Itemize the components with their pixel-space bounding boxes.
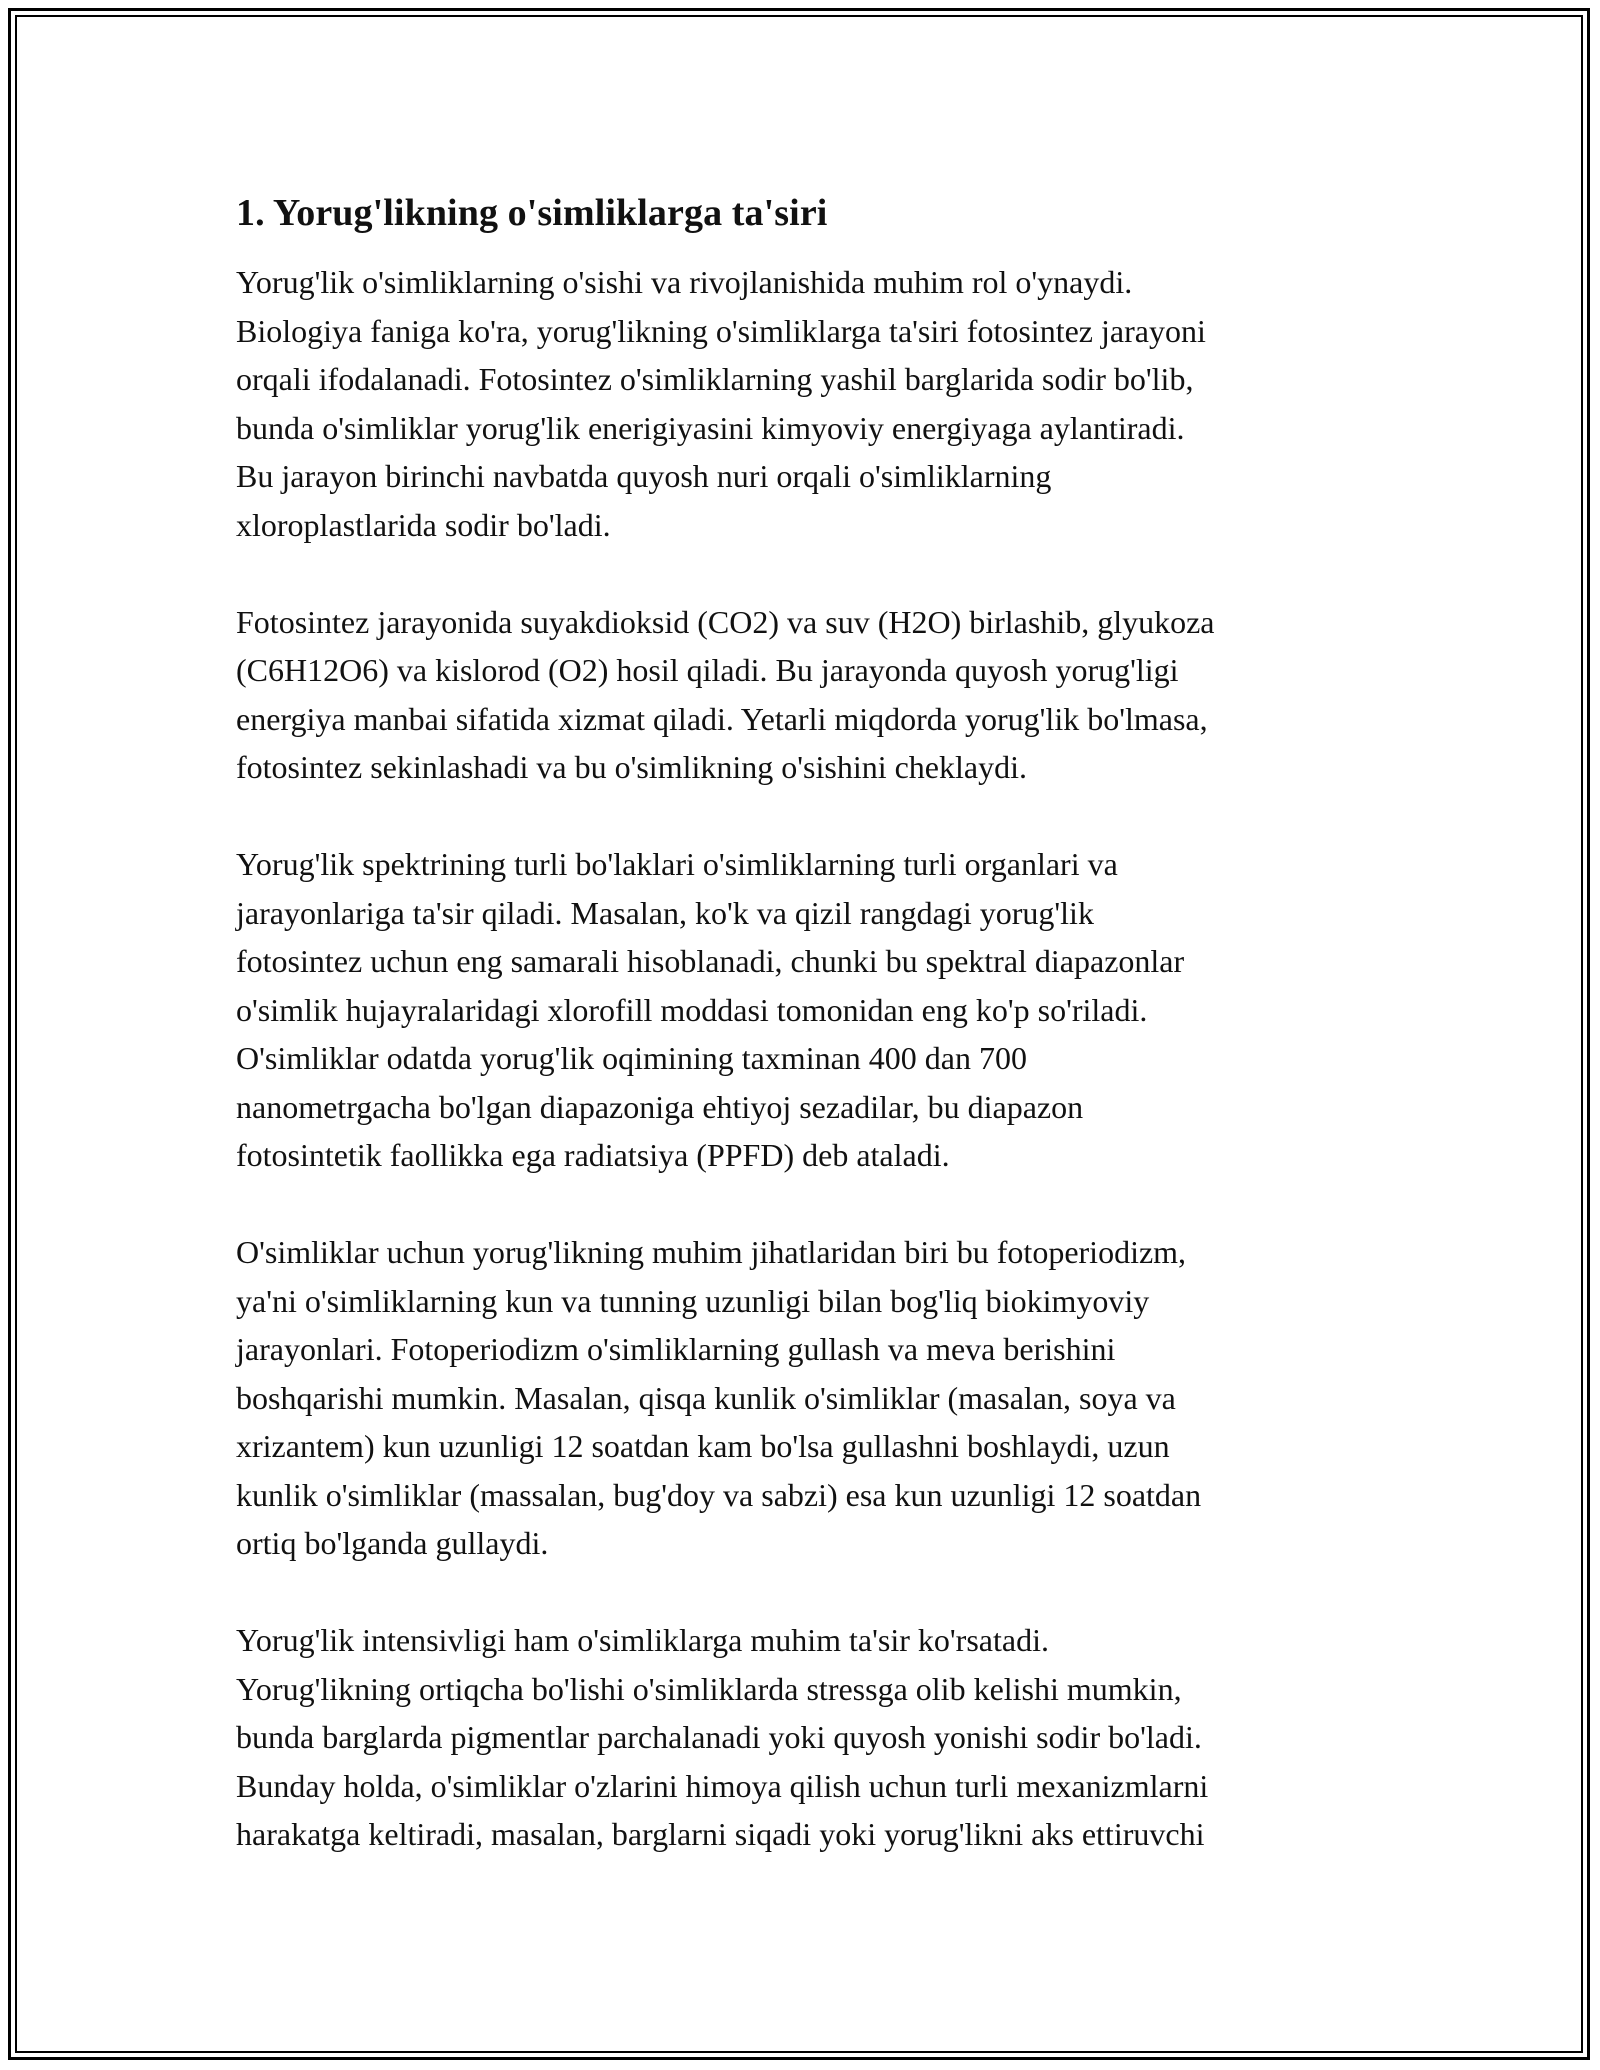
- section-heading: 1. Yorug'likning o'simliklarga ta'siri: [236, 192, 828, 234]
- document-body: [236, 188, 1376, 1907]
- paragraph-light-spectrum: Yorug'lik spektrining turli bo'laklari o'simliklarning turli organlari va jarayonlariga ta'sir qiladi. Masalan, ko'k va qizil rangdagi yorug'lik fotosintez uchun eng samarali hisoblanadi, chunki bu spektral diapazonlar o'simlik hujayralaridagi xlorofill moddasi tomonidan eng ko'p so'riladi. O'simliklar odatda yorug'lik oqimining taxminan 400 dan 700 nanometrgacha bo'lgan diapazoniga ehtiyoj sezadilar, bu diapazon fotosintetik faollikka ega radiatsiya (PPFD) deb ataladi.: [236, 846, 1185, 1173]
- paragraph-light-intensity: Yorug'lik intensivligi ham o'simliklarga muhim ta'sir ko'rsatadi. Yorug'likning ortiqcha bo'lishi o'simliklarda stressga olib kelishi mumkin, bunda barglarda pigmentlar parchalanadi yoki quyosh yonishi sodir bo'ladi. Bunday holda, o'simliklar o'zlarini himoya qilish uchun turli mexanizmlarni harakatga keltiradi, masalan, barglarni siqadi yoki yorug'likni aks ettiruvchi: [236, 1622, 1209, 1852]
- paragraph-photosynthesis-process: Fotosintez jarayonida suyakdioksid (CO2) va suv (H2O) birlashib, glyukoza (C6H12O6) va kislorod (O2) hosil qiladi. Bu jarayonda quyosh yorug'ligi energiya manbai sifatida xizmat qiladi. Yetarli miqdorda yorug'lik bo'lmasa, fotosintez sekinlashadi va bu o'simlikning o'sishini cheklaydi.: [236, 603, 1215, 785]
- paragraph-photoperiodism: O'simliklar uchun yorug'likning muhim jihatlaridan biri bu fotoperiodizm, ya'ni o'simliklarning kun va tunning uzunligi bilan bog'liq biokimyoviy jarayonlari. Fotoperiodizm o'simliklarning gullash va meva berishini boshqarishi mumkin. Masalan, qisqa kunlik o'simliklar (masalan, soya va xrizantem) kun uzunligi 12 soatdan kam bo'lsa gullashni boshlaydi, uzun kunlik o'simliklar (massalan, bug'doy va sabzi) esa kun uzunligi 12 soatdan ortiq bo'lganda gullaydi.: [236, 1234, 1202, 1561]
- paragraph-photosynthesis-intro: Yorug'lik o'simliklarning o'sishi va rivojlanishida muhim rol o'ynaydi. Biologiya faniga ko'ra, yorug'likning o'simliklarga ta'siri fotosintez jarayoni orqali ifodalanadi. Fotosintez o'simliklarning yashil barglarida sodir bo'lib, bunda o'simliklar yorug'lik enerigiyasini kimyoviy energiyaga aylantiradi. Bu jarayon birinchi navbatda quyosh nuri orqali o'simliklarning xloroplastlarida sodir bo'ladi.: [236, 264, 1206, 543]
